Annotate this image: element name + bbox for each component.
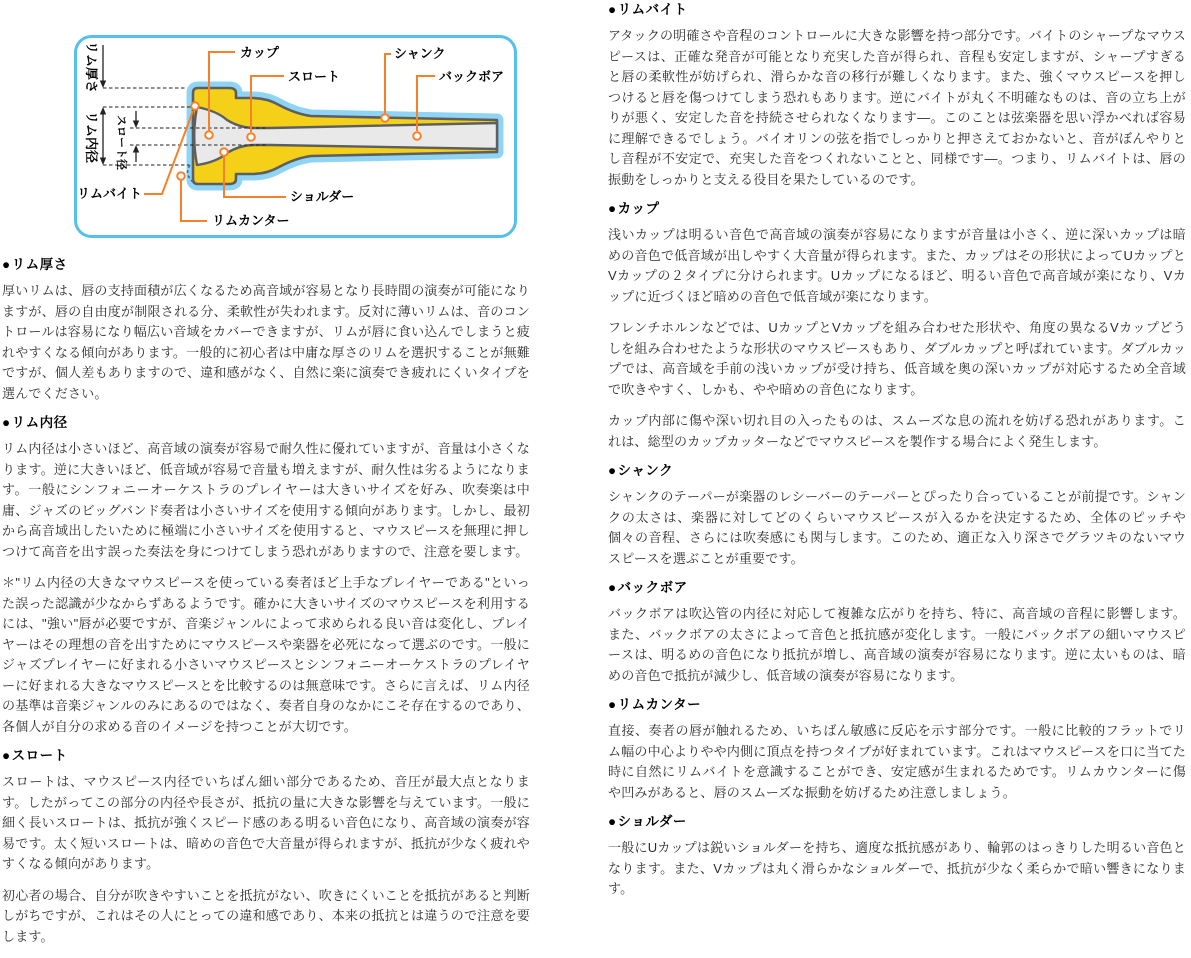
section-paragraph: スロートは、マウスピース内径でいちばん細い部分であるため、音圧が最大点となります。したがってこの部分の内径や長さが、抵抗の量に大きな影響を与えています。一般に細く長いスロートは、抵抗が強くスピード感のある明るい音色になり、高音域の演奏が容易です。太く短いスロートは、暗めの音色で大音量が得られますが、抵抗が少なく疲れやすくなる傾向があります。	[2, 774, 530, 871]
rim-bite-marker-dot	[191, 102, 199, 110]
section-paragraph: アタックの明確さや音程のコントロールに大きな影響を持つ部分です。バイトのシャープなマウスピースは、正確な発音が可能となり充実した音が得られ、音程も安定しますが、シャープすぎると唇の柔軟性が妨げられ、滑らかな音の移行が難しくなります。また、強くマウスピースを押しつけると唇を傷つけてしまう恐れもあります。逆にバイトが丸く不明確なものは、音の立ち上がりが悪く、安定した音を持続させられなくなります―。このことは弦楽器を思い浮かべれば容易に理解できるでしょう。バイオリンの弦を指でしっかりと押さえておかないと、音がぼんやりとし音程が不安定で、充実した音をつくれないことと、同様です―。つまり、リムバイトは、唇の振動をしっかりと支える役目を果たしているのです。	[608, 28, 1186, 187]
section-rim-thickness	[2, 257, 530, 404]
diagram-label-cup: カップ	[240, 45, 279, 60]
section-shoulder	[608, 814, 1186, 900]
bullet-icon: ●	[608, 463, 617, 478]
section-title: カップ	[617, 201, 660, 216]
section-heading	[2, 257, 530, 272]
section-rim-bite	[608, 2, 1186, 190]
bullet-icon: ●	[608, 697, 617, 712]
section-backbore	[608, 580, 1186, 686]
throat-marker-dot	[247, 133, 255, 141]
rim-counter-marker-dot	[177, 172, 185, 180]
bullet-icon: ●	[608, 580, 617, 595]
section-cup	[608, 201, 1186, 452]
section-throat	[2, 748, 530, 947]
section-shank	[608, 463, 1186, 569]
section-heading	[608, 697, 1186, 712]
section-title: スロート	[11, 748, 68, 763]
section-heading	[2, 748, 530, 763]
diagram-label-shank: シャンク	[394, 46, 446, 61]
section-rim-counter	[608, 697, 1186, 803]
shoulder-marker-dot	[220, 148, 228, 156]
section-rim-inner-diameter	[2, 415, 530, 737]
section-paragraph: フレンチホルンなどでは、UカップとVカップを組み合わせた形状や、角度の異なるVカップどうしを組み合わせたような形状のマウスピースもあり、ダブルカップと呼ばれています。ダブルカップでは、高音域を手前の浅いカップが受け持ち、低音域を奥の深いカップが対応するため全音域で吹きやすく、しかも、やや暗めの音色になります。	[608, 320, 1186, 397]
bullet-icon: ●	[608, 814, 617, 829]
section-title: シャンク	[617, 463, 674, 478]
diagram-label-backbore: バックボア	[439, 69, 505, 84]
diagram-label-shoulder: ショルダー	[290, 189, 355, 204]
section-paragraph: バックボアは吹込管の内径に対応して複雑な広がりを持ち、特に、高音域の音程に影響します。また、バックボアの太さによって音色と抵抗感が変化します。一般にバックボアの細いマウスピースは、明るめの音色になり抵抗が増し、高音域の演奏が容易になります。逆に太いものは、暗めの音色で抵抗が減少し、低音域の演奏が容易になります。	[608, 606, 1186, 683]
left-column	[2, 0, 530, 958]
bullet-icon: ●	[2, 415, 11, 430]
section-paragraph: カップ内部に傷や深い切れ目の入ったものは、スムーズな息の流れを妨げる恐れがあります。これは、総型のカップカッターなどでマウスピースを製作する場合によく発生します。	[608, 413, 1186, 449]
section-title: ショルダー	[617, 814, 687, 829]
section-title: バックボア	[617, 580, 688, 595]
diagram-label-rim-inner-diameter: リム内径	[84, 111, 99, 164]
shank-marker-dot	[381, 114, 389, 122]
diagram-label-throat-diameter: スロート径	[115, 115, 127, 170]
section-paragraph: シャンクのテーパーが楽器のレシーバーのテーパーとぴったり合っていることが前提です。シャンクの太さは、楽器に対してどのくらいマウスピースが入るかを決定するため、全体のピッチや個々の音程、さらには吹奏感にも関与します。このため、適正な入り深さでグラツキのないマウスピースを選ぶことが重要です。	[608, 489, 1186, 566]
section-heading	[608, 814, 1186, 829]
section-title: リムバイト	[617, 2, 688, 17]
section-paragraph: 浅いカップは明るい音色で高音域の演奏が容易になりますが音量は小さく、逆に深いカップは暗めの音色で低音域が出しやすく大音量が得られます。また、カップはその形状によってUカップとVカップの２タイプに分けられます。Uカップになるほど、明るい音色で高音域が楽になり、Vカップに近づくほど暗めの音色で低音域が楽になります。	[608, 227, 1186, 304]
section-heading	[2, 415, 530, 430]
bullet-icon: ●	[608, 201, 617, 216]
section-heading	[608, 201, 1186, 216]
bullet-icon: ●	[2, 257, 11, 272]
backbore-marker-dot	[413, 132, 421, 140]
cup-marker-dot	[205, 131, 213, 139]
mouthpiece-diagram-svg	[74, 35, 517, 238]
section-title: リム厚さ	[11, 257, 68, 272]
section-paragraph: 直接、奏者の唇が触れるため、いちばん敏感に反応を示す部分です。一般に比較的フラットでリム幅の中心よりやや内側に頂点を持つタイプが好まれています。これはマウスピースを口に当てた時に自然にリムバイトを意識することができ、安定感が生まれるためです。リムカウンターに傷や凹みがあると、唇のスムーズな振動を妨げるため注意しましょう。	[608, 723, 1186, 800]
diagram-label-rim-thickness: リム厚さ	[84, 41, 99, 94]
section-paragraph: 厚いリムは、唇の支持面積が広くなるため高音域が容易となり長時間の演奏が可能になりますが、唇の自由度が制限される分、柔軟性が失われます。反対に薄いリムは、音のコントロールは容易になり幅広い音域をカバーできますが、リムが唇に食い込んでしまうと疲れやすくなる傾向があります。一般的に初心者は中庸な厚さのリムを選択することが無難ですが、個人差もありますので、違和感がなく、自然に楽に演奏でき疲れにくいタイプを選んでください。	[2, 283, 531, 401]
section-title: リム内径	[11, 415, 68, 430]
section-heading	[608, 2, 1186, 17]
diagram-label-rim-counter: リムカンター	[212, 213, 290, 228]
bullet-icon: ●	[608, 2, 617, 17]
section-paragraph: 初心者の場合、自分が吹きやすいことを抵抗がない、吹きにくいことを抵抗があると判断しがちですが、これはその人にとっての違和感であり、本来の抵抗とは違うので注意を要します。	[2, 887, 531, 944]
section-heading	[608, 580, 1186, 595]
section-paragraph: リム内径は小さいほど、高音域の演奏が容易で耐久性に優れていますが、音量は小さくなります。逆に大きいほど、低音域が容易で音量も増えますが、耐久性は劣るようになります。一般にシンフォニーオーケストラのプレイヤーは大きいサイズを好み、吹奏楽は中庸、ジャズのビッグバンド奏者は小さいサイズを使用する傾向があります。しかし、最初から高音域出したいために極端に小さいサイズを使用すると、マウスピースを無理に押しつけて高音を出す誤った奏法を身につけてしまう恐れがありますので、注意を要します。	[2, 441, 531, 559]
section-title: リムカンター	[617, 697, 702, 712]
section-heading	[608, 463, 1186, 478]
section-paragraph: 一般にUカップは鋭いショルダーを持ち、適度な抵抗感があり、輪郭のはっきりした明るい音色となります。また、Vカップは丸く滑らかなショルダーで、抵抗が少なく柔らかで暗い響きになります。	[608, 840, 1186, 896]
diagram-label-rim-bite: リムバイト	[77, 186, 143, 201]
mouthpiece-diagram	[74, 35, 517, 238]
diagram-label-throat: スロート	[288, 69, 341, 84]
right-column	[608, 0, 1186, 911]
bullet-icon: ●	[2, 748, 11, 763]
section-paragraph: ＊"リム内径の大きなマウスピースを使っている奏者ほど上手なプレイヤーである"といった誤った認識が少なからずあるようです。確かに大きいサイズのマウスピースを利用するには、"強い"唇が必要ですが、音楽ジャンルによって求められる良い音は変化し、プレイヤーはその理想の音を出すためにマウスピースや楽器を必死になって選ぶのです。一般にジャズプレイヤーに好まれる小さいマウスピースとシンフォニーオーケストラのプレイヤーに好まれる大きなマウスピースとを比較するのは無意味です。さらに言えば、リム内径の基準は音楽ジャンルのみにあるのではなく、奏者自身のなかにこそ存在するのであり、各個人が自分の求める音のイメージを持つことが大切です。	[2, 575, 530, 734]
